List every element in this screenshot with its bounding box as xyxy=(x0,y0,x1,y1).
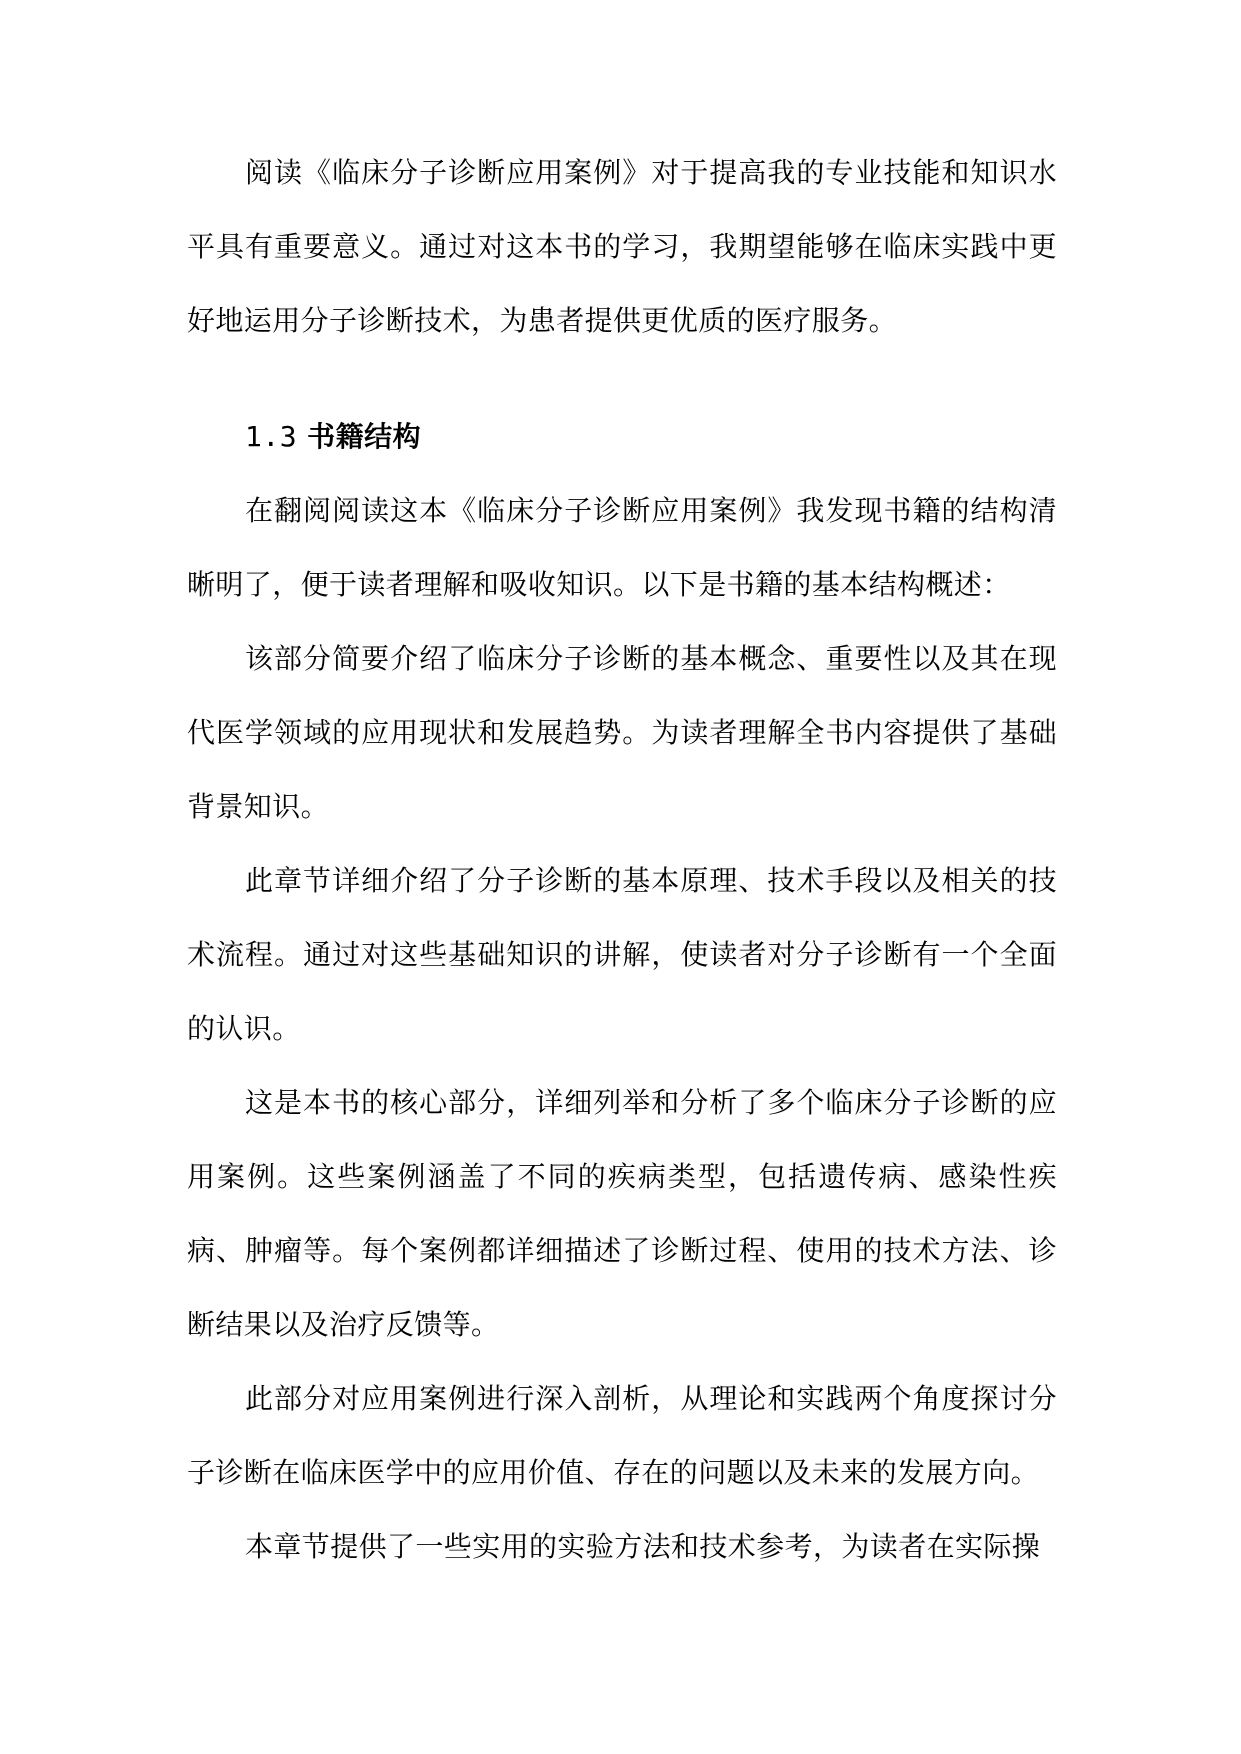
body-paragraph: 此部分对应用案例进行深入剖析，从理论和实践两个角度探讨分子诊断在临床医学中的应用价值、存在的问题以及未来的发展方向。 xyxy=(187,1382,1057,1489)
body-paragraph: 在翻阅阅读这本《临床分子诊断应用案例》我发现书籍的结构清晰明了，便于读者理解和吸收知识。以下是书籍的基本结构概述： xyxy=(187,494,1057,601)
section-number: 1.3 xyxy=(245,420,298,453)
body-paragraph-intro: 阅读《临床分子诊断应用案例》对于提高我的专业技能和知识水平具有重要意义。通过对这本书的学习，我期望能够在临床实践中更好地运用分子诊断技术，为患者提供更优质的医疗服务。 xyxy=(187,156,1057,337)
section-heading xyxy=(187,358,1057,474)
body-paragraph: 该部分简要介绍了临床分子诊断的基本概念、重要性以及其在现代医学领域的应用现状和发展趋势。为读者理解全书内容提供了基础背景知识。 xyxy=(187,642,1057,823)
body-paragraph: 这是本书的核心部分，详细列举和分析了多个临床分子诊断的应用案例。这些案例涵盖了不同的疾病类型，包括遗传病、感染性疾病、肿瘤等。每个案例都详细描述了诊断过程、使用的技术方法、诊断结果以及治疗反馈等。 xyxy=(187,1086,1057,1341)
body-paragraph: 此章节详细介绍了分子诊断的基本原理、技术手段以及相关的技术流程。通过对这些基础知识的讲解，使读者对分子诊断有一个全面的认识。 xyxy=(187,864,1057,1045)
section-title: 书籍结构 xyxy=(307,420,422,453)
body-paragraph: 本章节提供了一些实用的实验方法和技术参考，为读者在实际操 xyxy=(245,1530,1041,1563)
document-body xyxy=(187,136,1057,1584)
